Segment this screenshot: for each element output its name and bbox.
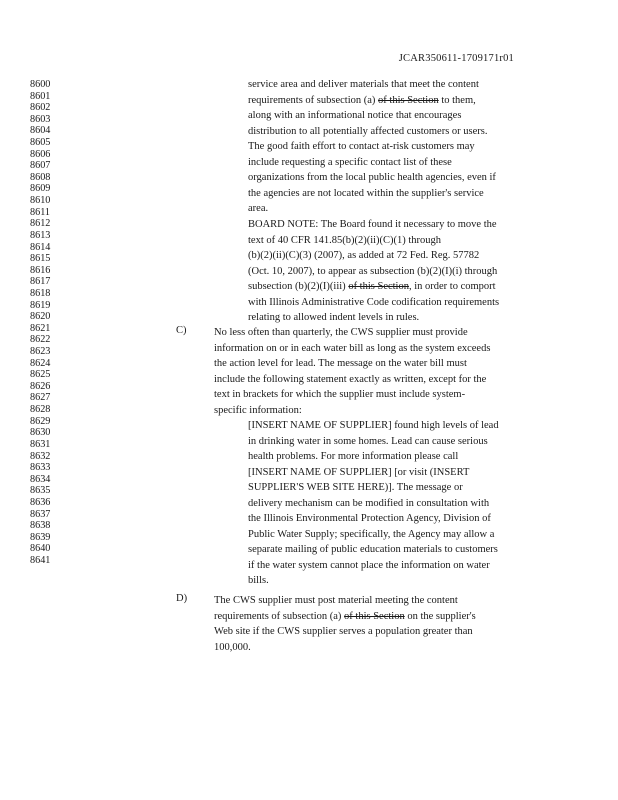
text-line: the action level for lead. The message on the water bill must [214,358,467,369]
line-number: 8620 [30,311,51,323]
line-number: 8630 [30,427,51,439]
line-number: 8632 [30,450,51,462]
line-number: 8628 [30,404,51,416]
line-number: 8638 [30,520,51,532]
line-number: 8637 [30,508,51,520]
line-number: 8611 [30,206,50,218]
line-number: 8641 [30,554,51,566]
line-number: 8608 [30,171,51,183]
text-line: along with an informational notice that encourages [248,110,462,121]
struck-text: of this Section [344,610,405,622]
struck-text: of this Section [378,94,439,106]
line-number: 8607 [30,160,51,172]
line-number: 8616 [30,264,51,276]
text-line: Web site if the CWS supplier serves a population greater than [214,626,473,637]
text-line: [INSERT NAME OF SUPPLIER] found high levels of lead [248,420,499,431]
line-number: 8635 [30,485,51,497]
text-line: distribution to all potentially affected customers or users. [248,125,488,137]
board-note [248,217,548,326]
line-number: 8639 [30,531,51,543]
text-line: 100,000. [214,641,251,653]
line-number: 8626 [30,380,51,392]
text-line: service area and deliver materials that meet the content [248,79,479,90]
text-line: health problems. For more information please call [248,451,459,462]
text-line: requirements of subsection (a) of this Section on the supplier's [214,610,476,622]
paragraph-continuation [248,77,548,217]
line-number: 8625 [30,369,51,381]
text-line: with Illinois Administrative Code codification requirements [248,296,500,308]
text-line: subsection (b)(2)(I)(iii) of this Section, in order to comport [248,281,496,292]
text-line: No less often than quarterly, the CWS supplier must provide [214,327,468,338]
text-line: specific information: [214,404,302,416]
document-id: JCAR350611-1709171r01 [398,53,514,64]
text-line: separate mailing of public education materials to customers [248,544,498,555]
line-number: 8614 [30,241,51,253]
text-line: relating to allowed indent levels in rules. [248,312,420,323]
line-number: 8640 [30,543,51,555]
item-d-label: D) [176,593,188,604]
line-number: 8617 [30,276,51,288]
struck-text: of this Section [348,281,409,292]
item-c-text [214,325,544,418]
line-number: 8618 [30,287,51,299]
text-line: organizations from the local public health agencies, even if [248,172,496,183]
line-number: 8627 [30,392,51,404]
item-d-text [214,593,544,655]
text-line: [INSERT NAME OF SUPPLIER] [or visit (INSERT [248,466,470,478]
item-c-label: C) [176,325,187,336]
line-number: 8633 [30,462,51,474]
line-number: 8613 [30,229,51,241]
text-line: include requesting a specific contact list of these [248,156,452,168]
line-number: 8624 [30,357,51,369]
text-line: The CWS supplier must post material meeting the content [214,595,458,606]
line-number: 8634 [30,473,51,485]
line-number: 8605 [30,137,51,149]
line-numbers [30,79,50,567]
text-line: SUPPLIER'S WEB SITE HERE)]. The message or [248,482,463,493]
text-line: information on or in each water bill as long as the system exceeds [214,342,491,354]
line-number: 8619 [30,299,51,311]
text-line: bills. [248,575,269,586]
line-number: 8622 [30,334,51,346]
line-number: 8623 [30,346,51,358]
text-line: include the following statement exactly as written, except for the [214,373,487,385]
line-number: 8602 [30,102,51,114]
text-line: requirements of subsection (a) of this Section to them, [248,94,476,106]
line-number: 8606 [30,148,51,160]
text-line: Public Water Supply; specifically, the Agency may allow a [248,528,495,540]
line-number: 8631 [30,438,51,450]
text-line: the Illinois Environmental Protection Agency, Division of [248,513,491,524]
text-line: text of 40 CFR 141.85(b)(2)(ii)(C)(1) through [248,234,442,246]
text-line: (Oct. 10, 2007), to appear as subsection (b)(2)(I)(i) through [248,265,498,277]
text-line: BOARD NOTE: The Board found it necessary to move the [248,219,497,230]
line-number: 8621 [30,322,51,334]
line-number: 8610 [30,195,51,207]
text-line: delivery mechanism can be modified in consultation with [248,497,490,509]
line-number: 8636 [30,496,51,508]
text-line: area. [248,203,269,214]
line-number: 8609 [30,183,51,195]
text-line: if the water system cannot place the information on water [248,559,490,571]
line-number: 8603 [30,113,51,125]
text-line: (b)(2)(ii)(C)(3) (2007), as added at 72 Fed. Reg. 57782 [248,250,480,261]
text-line: text in brackets for which the supplier must include system- [214,389,466,400]
line-number: 8601 [30,90,51,102]
line-number: 8615 [30,253,51,265]
line-number: 8600 [30,79,51,90]
required-statement [248,418,548,589]
text-line: in drinking water in some homes. Lead can cause serious [248,435,488,447]
line-number: 8629 [30,415,51,427]
text-line: The good faith effort to contact at-risk customers may [248,141,475,152]
line-number: 8604 [30,125,51,137]
line-number: 8612 [30,218,51,230]
text-line: the agencies are not located within the supplier's service [248,187,484,199]
